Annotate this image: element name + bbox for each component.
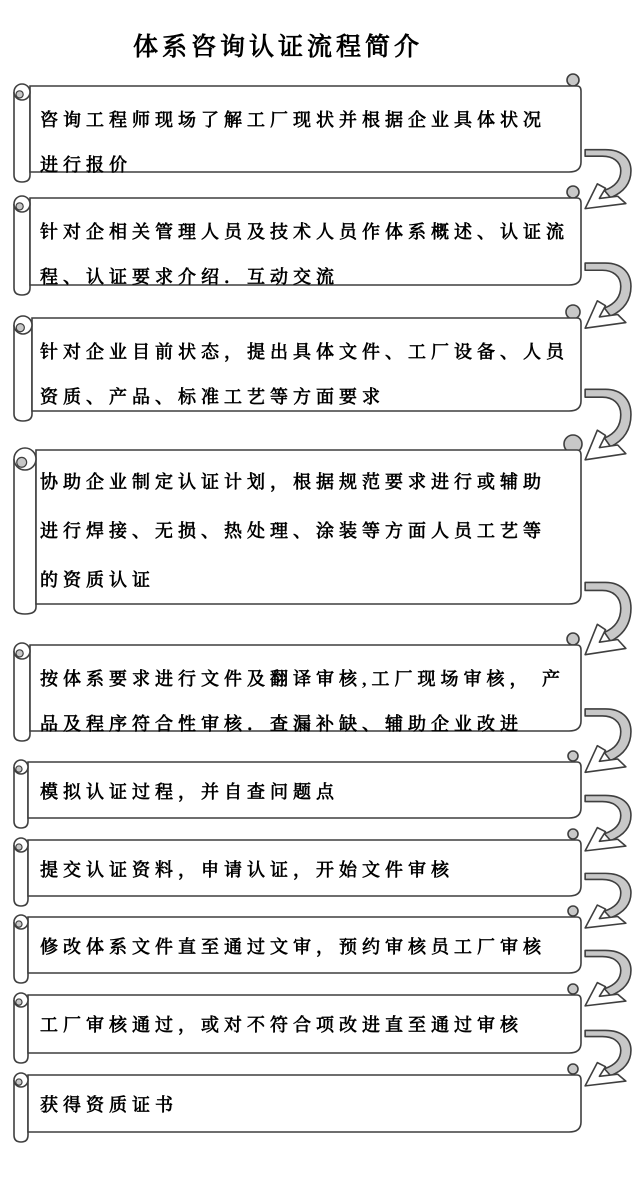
flow-step-text — [40, 995, 572, 1047]
step-line: 提交认证资料，申请认证，开始文件审核 — [40, 860, 454, 880]
step-line: 模拟认证过程，并自查问题点 — [40, 782, 339, 802]
flow-step-text — [40, 86, 572, 188]
flow-step-5 — [12, 629, 584, 745]
curved-arrow-icon — [578, 1027, 634, 1090]
step-line: 进行报价 — [40, 155, 132, 175]
step-line: 按体系要求进行文件及翻译审核,工厂现场审核， 产 — [40, 669, 565, 689]
curved-arrow-icon — [578, 146, 634, 213]
flow-step-6 — [12, 746, 584, 832]
curved-arrow-icon — [578, 259, 634, 333]
flow-step-text — [40, 840, 572, 892]
flow-step-8 — [12, 901, 584, 987]
step-line: 咨询工程师现场了解工厂现状并根据企业具体状况 — [40, 110, 546, 130]
flow-step-text — [40, 917, 572, 969]
curved-arrow-icon — [578, 870, 634, 932]
step-line: 修改体系文件直至通过文审，预约审核员工厂审核 — [40, 937, 546, 957]
flow-step-2 — [12, 182, 584, 299]
flow-step-text — [40, 318, 572, 420]
step-line: 针对企业目前状态，提出具体文件、工厂设备、人员 — [40, 342, 569, 362]
flow-step-1 — [12, 70, 584, 186]
curved-arrow-icon — [578, 578, 634, 660]
curved-arrow-icon — [578, 792, 634, 855]
flow-step-10 — [12, 1059, 584, 1146]
step-line: 针对企相关管理人员及技术人员作体系概述、认证流 — [40, 222, 569, 242]
curved-arrow-icon — [578, 947, 634, 1010]
step-line: 资质、产品、标准工艺等方面要求 — [40, 387, 385, 407]
flow-step-text — [40, 762, 572, 814]
flow-step-text — [40, 198, 572, 300]
step-line: 工厂审核通过，或对不符合项改进直至通过审核 — [40, 1015, 523, 1035]
flow-step-7 — [12, 824, 584, 910]
step-line: 协助企业制定认证计划，根据规范要求进行或辅助 — [40, 472, 546, 492]
page-title: 体系咨询认证流程简介 — [132, 34, 423, 61]
step-line: 进行焊接、无损、热处理、涂装等方面人员工艺等 — [40, 521, 546, 541]
flow-step-4 — [12, 434, 584, 618]
step-line: 获得资质证书 — [40, 1095, 178, 1115]
flow-step-text — [40, 645, 572, 747]
flow-step-9 — [12, 979, 584, 1067]
flow-step-3 — [12, 302, 584, 425]
curved-arrow-icon — [578, 385, 634, 465]
step-line: 的资质认证 — [40, 570, 155, 590]
step-line: 品及程序符合性审核．查漏补缺、辅助企业改进 — [40, 714, 523, 734]
flow-step-text — [40, 450, 572, 605]
flow-step-text — [40, 1075, 572, 1127]
curved-arrow-icon — [578, 705, 634, 777]
step-line: 程、认证要求介绍．互动交流 — [40, 267, 339, 287]
